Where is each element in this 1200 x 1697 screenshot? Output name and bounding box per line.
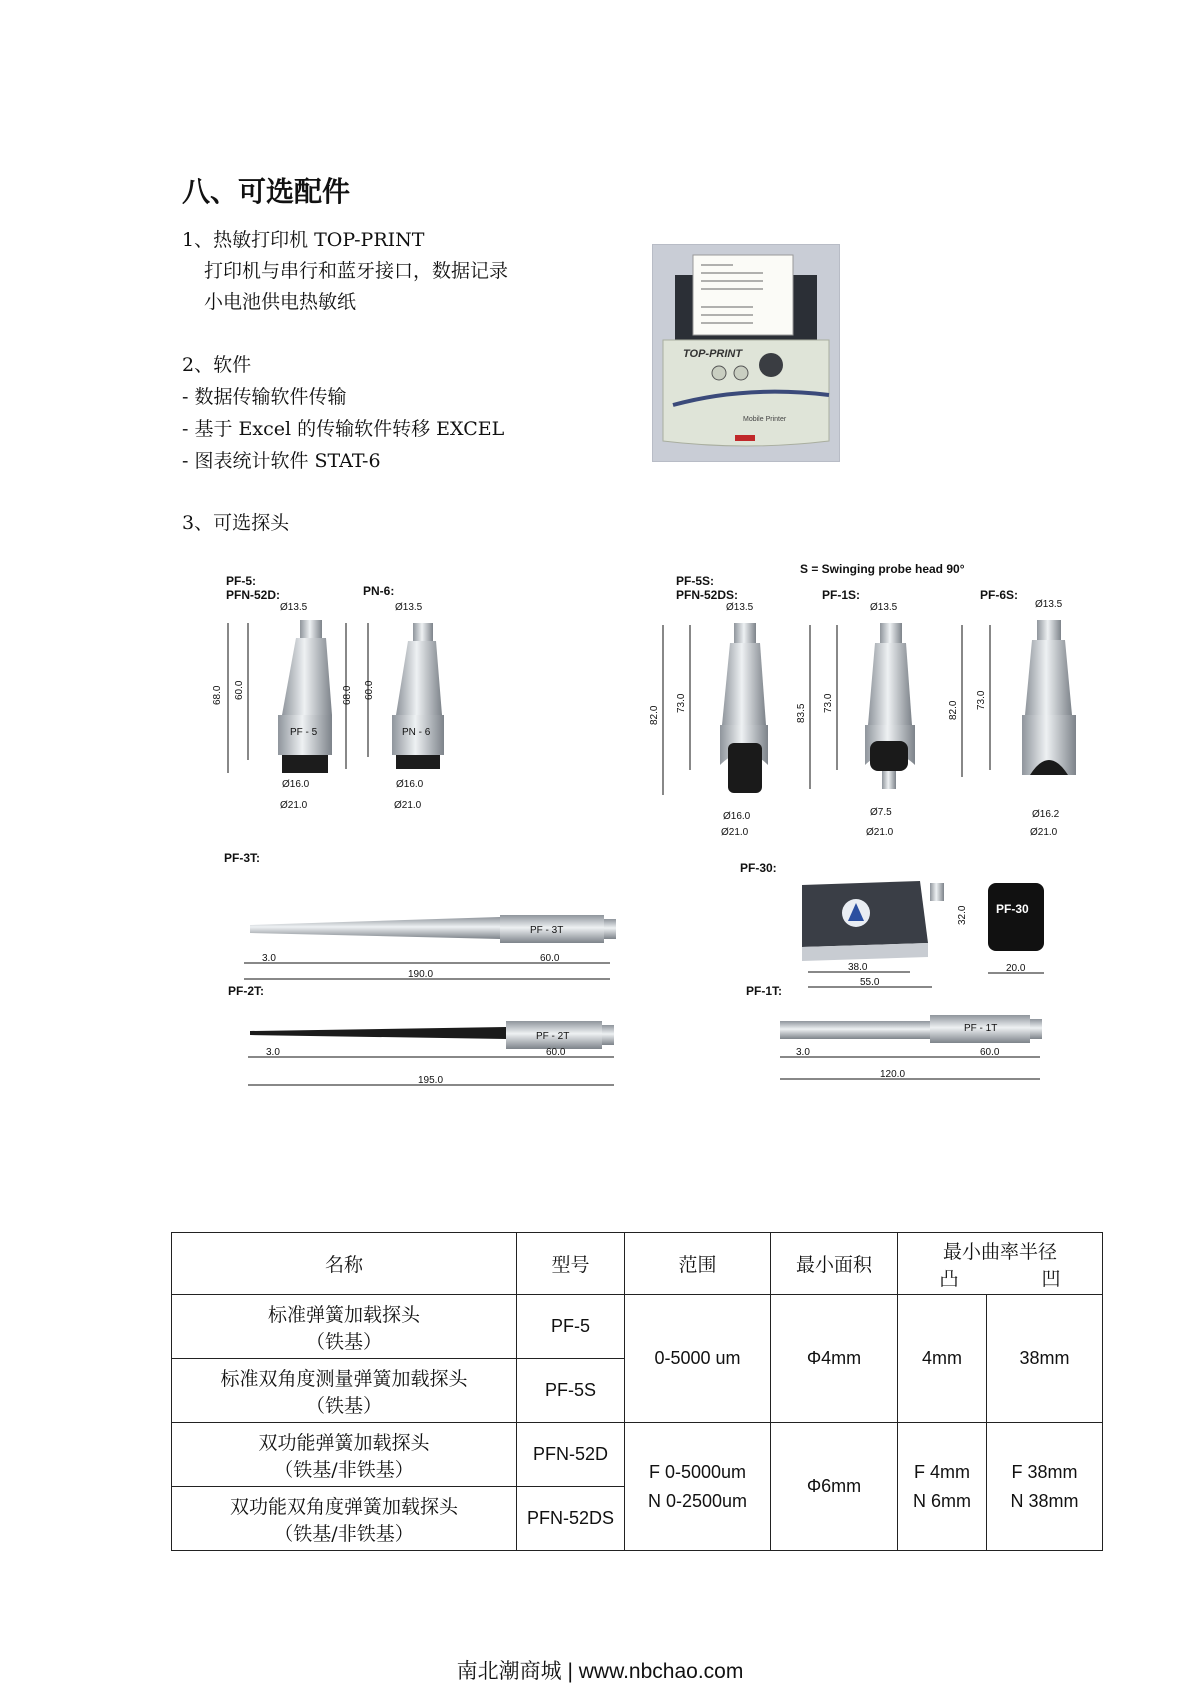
- group2-convex: [898, 1423, 987, 1551]
- software-heading: 2、软件: [182, 354, 252, 376]
- row-base: （铁基）: [305, 1330, 382, 1353]
- header-name: 名称: [172, 1233, 517, 1295]
- dim-d135: Ø13.5: [395, 602, 423, 613]
- probe-spec-table: [171, 1232, 1103, 1551]
- label-pfn52d: PFN-52D:: [226, 588, 281, 602]
- group1-convex: 4mm: [898, 1295, 987, 1423]
- printer-photo: [652, 244, 840, 462]
- dim-d160: Ø16.0: [723, 811, 751, 822]
- row-base: （铁基/非铁基）: [274, 1522, 414, 1545]
- dim-d135: Ø13.5: [280, 602, 308, 613]
- dim-h730: 73.0: [676, 693, 687, 713]
- probe-pf5: [212, 602, 332, 811]
- dim-w550: 55.0: [860, 977, 880, 988]
- dim-l1950: 195.0: [418, 1075, 444, 1086]
- label-pf6s: PF-6S:: [980, 588, 1019, 602]
- dim-l1200: 120.0: [880, 1069, 906, 1080]
- dim-h730: 73.0: [976, 690, 987, 710]
- row-model: PF-5: [517, 1295, 625, 1359]
- software-item: - 基于 Excel 的传输软件转移 EXCEL: [182, 418, 505, 440]
- dim-d210: Ø21.0: [280, 800, 308, 811]
- dim-h600: 60.0: [364, 680, 375, 700]
- printer-desc-line2: 小电池供电热敏纸: [204, 291, 357, 313]
- label-pf3t: PF-3T:: [224, 851, 260, 865]
- swing-note: S = Swinging probe head 90°: [800, 562, 965, 576]
- dim-l600: 60.0: [540, 953, 560, 964]
- concave-f: F 38mm: [1011, 1461, 1078, 1482]
- pn6-mark: PN - 6: [402, 727, 431, 738]
- concave-label: 凹: [1041, 1267, 1061, 1290]
- label-pfn52ds: PFN-52DS:: [676, 588, 739, 602]
- pf5-mark: PF - 5: [290, 727, 318, 738]
- convex-label: 凸: [939, 1267, 959, 1290]
- probes-heading: 3、可选探头: [182, 512, 290, 534]
- pf1t-mark: PF - 1T: [964, 1023, 998, 1034]
- dim-h730: 73.0: [823, 693, 834, 713]
- dim-h320: 32.0: [957, 905, 968, 925]
- table-row: [172, 1295, 1103, 1359]
- header-range: 范围: [625, 1233, 771, 1295]
- group2-area: Φ6mm: [771, 1423, 898, 1551]
- row-model: PFN-52DS: [517, 1487, 625, 1551]
- dim-h835: 83.5: [796, 703, 807, 723]
- pf30-mark: PF-30: [996, 902, 1029, 916]
- convex-f: F 4mm: [914, 1461, 970, 1482]
- label-pf5s: PF-5S:: [676, 574, 715, 588]
- row-base: （铁基/非铁基）: [274, 1458, 414, 1481]
- pf3t-mark: PF - 3T: [530, 925, 564, 936]
- printer-brand: TOP-PRINT: [683, 348, 743, 360]
- dim-l30: 3.0: [796, 1047, 810, 1058]
- dim-h680: 68.0: [342, 685, 353, 705]
- range-n: N 0-2500um: [647, 1490, 748, 1511]
- header-area: 最小面积: [771, 1233, 898, 1295]
- probe-pf6s: [948, 599, 1076, 838]
- dim-d160: Ø16.0: [396, 779, 424, 790]
- group2-range: [625, 1423, 771, 1551]
- dim-d75: Ø7.5: [870, 807, 892, 818]
- dim-l1900: 190.0: [408, 969, 434, 980]
- dim-d135: Ø13.5: [870, 602, 898, 613]
- probe-pf30: [802, 881, 1044, 988]
- range-f: F 0-5000um: [648, 1461, 747, 1482]
- dim-h820: 82.0: [649, 705, 660, 725]
- group1-area: Φ4mm: [771, 1295, 898, 1423]
- dim-d162: Ø16.2: [1032, 809, 1060, 820]
- label-pf1t: PF-1T:: [746, 984, 782, 998]
- software-item: - 图表统计软件 STAT-6: [182, 450, 381, 472]
- footer: 南北潮商城 | www.nbchao.com: [456, 1660, 744, 1683]
- convex-n: N 6mm: [913, 1490, 971, 1511]
- probe-pf3t: [244, 915, 616, 980]
- row-model: PF-5S: [517, 1359, 625, 1423]
- dim-h600: 60.0: [234, 680, 245, 700]
- probe-pf2t: [248, 1021, 614, 1086]
- row-name: 标准双角度测量弹簧加载探头: [220, 1367, 468, 1390]
- dim-h680: 68.0: [212, 685, 223, 705]
- printer-sub: Mobile Printer: [743, 416, 787, 423]
- header-radius: [898, 1233, 1103, 1295]
- label-pn6: PN-6:: [363, 584, 395, 598]
- row-name: 标准弹簧加载探头: [267, 1303, 420, 1326]
- group1-range: 0-5000 um: [625, 1295, 771, 1423]
- dim-d160: Ø16.0: [282, 779, 310, 790]
- dim-l30: 3.0: [262, 953, 276, 964]
- dim-d210: Ø21.0: [1030, 827, 1058, 838]
- dim-d210: Ø21.0: [721, 827, 749, 838]
- probe-pf1s: [796, 602, 915, 838]
- dim-l30: 3.0: [266, 1047, 280, 1058]
- header-model: 型号: [517, 1233, 625, 1295]
- pf2t-mark: PF - 2T: [536, 1031, 570, 1042]
- dim-w200: 20.0: [1006, 963, 1026, 974]
- label-pf1s: PF-1S:: [822, 588, 861, 602]
- section-title: 八、可选配件: [182, 175, 351, 208]
- dim-w380: 38.0: [848, 962, 868, 973]
- dim-l600: 60.0: [546, 1047, 566, 1058]
- group1-concave: 38mm: [987, 1295, 1103, 1423]
- row-name: 双功能弹簧加载探头: [258, 1431, 430, 1454]
- dim-d135: Ø13.5: [726, 602, 754, 613]
- probe-pn6: [342, 602, 444, 811]
- row-base: （铁基）: [305, 1394, 382, 1417]
- software-item: - 数据传输软件传输: [182, 386, 347, 408]
- printer-desc-line1: 打印机与串行和蓝牙接口，数据记录: [204, 260, 509, 282]
- dim-d210: Ø21.0: [394, 800, 422, 811]
- dim-h820: 82.0: [948, 700, 959, 720]
- label-pf5: PF-5:: [226, 574, 256, 588]
- probe-pf5s: [649, 602, 768, 838]
- dim-d210: Ø21.0: [866, 827, 894, 838]
- table-row: [172, 1423, 1103, 1487]
- printer-heading: 1、热敏打印机 TOP-PRINT: [182, 229, 425, 251]
- label-pf30: PF-30:: [740, 861, 777, 875]
- row-model: PFN-52D: [517, 1423, 625, 1487]
- radius-title: 最小曲率半径: [942, 1240, 1057, 1263]
- probe-pf1t: [780, 1015, 1042, 1080]
- group2-concave: [987, 1423, 1103, 1551]
- row-name: 双功能双角度弹簧加载探头: [229, 1495, 458, 1518]
- label-pf2t: PF-2T:: [228, 984, 264, 998]
- dim-l600: 60.0: [980, 1047, 1000, 1058]
- probe-diagrams: [212, 562, 1170, 1205]
- concave-n: N 38mm: [1010, 1490, 1079, 1511]
- dim-d135: Ø13.5: [1035, 599, 1063, 610]
